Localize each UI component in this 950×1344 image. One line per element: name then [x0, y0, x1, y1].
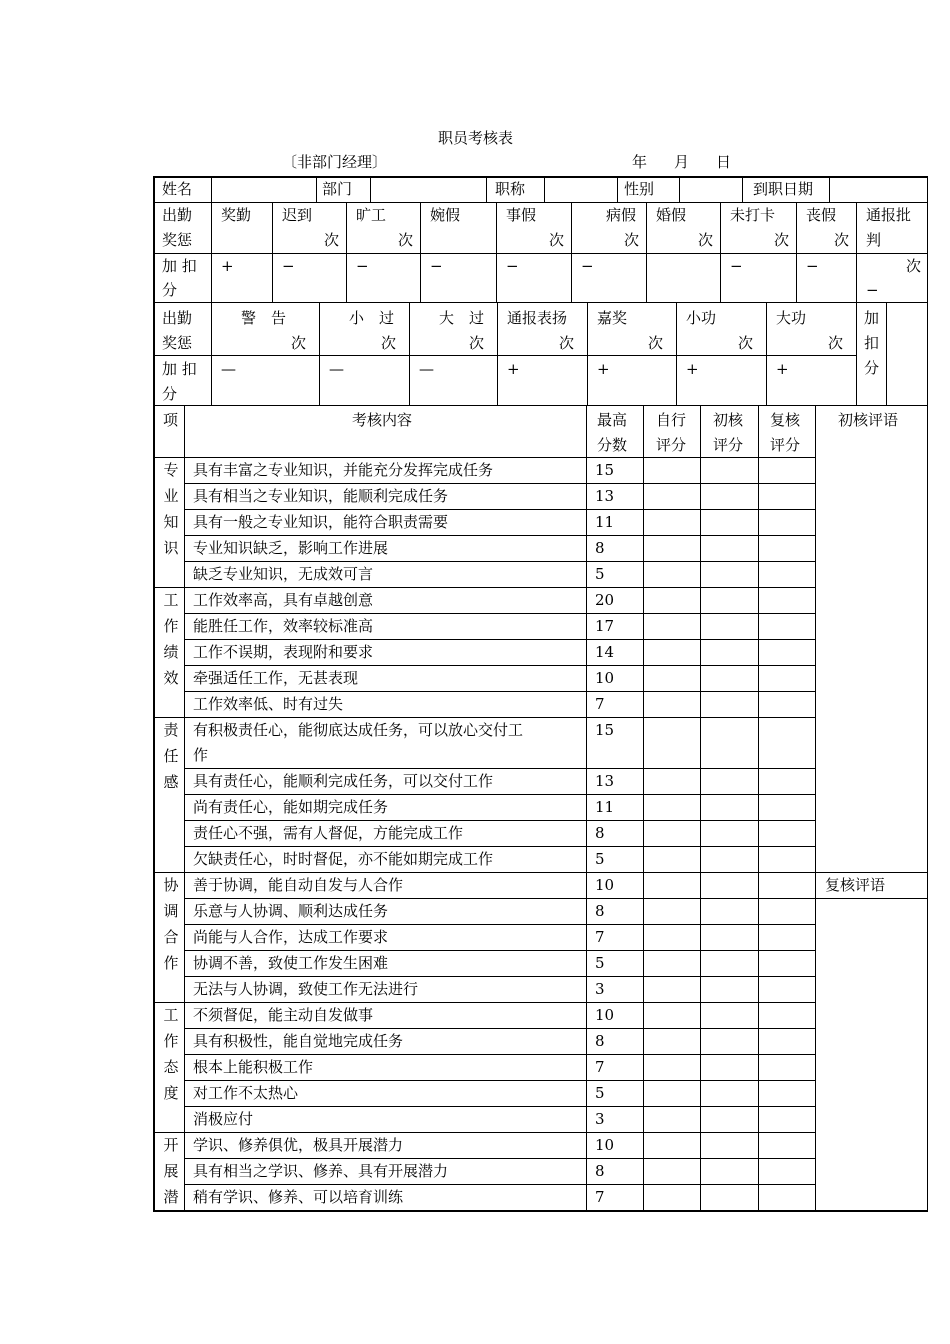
category-char: 业 [163, 487, 179, 505]
grid-vline [856, 202, 857, 302]
att2-last: 扣 [864, 334, 880, 352]
att2-item-unit: 次 [738, 334, 754, 352]
grid-hline [184, 1106, 815, 1107]
grid-vline [742, 177, 743, 202]
att1-item-label: 旷工 [356, 206, 387, 224]
grid-vline [700, 405, 701, 457]
max-score: 15 [595, 721, 615, 739]
criteria-text: 尚能与人合作，达成工作要求 [193, 928, 389, 946]
header-second-comment: 复核评语 [825, 876, 886, 894]
grid-vline [409, 302, 410, 405]
max-score: 11 [595, 798, 615, 816]
max-score: 10 [595, 1006, 615, 1024]
criteria-text: 根本上能积极工作 [193, 1058, 314, 1076]
att2-item-sign: + [686, 360, 699, 378]
header-second-1: 复核 [770, 411, 801, 429]
att1-item-unit: 次 [774, 231, 790, 249]
grid-vline [720, 202, 721, 302]
att2-item-label: 嘉奖 [597, 309, 628, 327]
category-char: 识 [163, 539, 179, 557]
att2-add-2: 分 [162, 385, 178, 403]
grid-vline [316, 177, 317, 202]
category-char: 工 [163, 591, 179, 609]
max-score: 17 [595, 617, 615, 635]
max-score: 3 [595, 1110, 605, 1128]
att2-item-label: 小功 [686, 309, 717, 327]
grid-vline [856, 302, 857, 405]
max-score: 3 [595, 980, 605, 998]
grid-vline [184, 405, 185, 457]
att1-item-sign: − [730, 257, 743, 275]
category-char: 责 [163, 721, 179, 739]
max-score: 13 [595, 772, 615, 790]
max-score: 7 [595, 1058, 605, 1076]
max-score: 7 [595, 695, 605, 713]
att2-header-2: 奖惩 [162, 334, 193, 352]
criteria-text: 学识、修养俱优，极具开展潜力 [193, 1136, 404, 1154]
grid-vline [497, 302, 498, 405]
header-content: 考核内容 [352, 411, 413, 429]
criteria-text: 不须督促，能主动自发做事 [193, 1006, 374, 1024]
criteria-text: 具有责任心，能顺利完成任务，可以交付工作 [193, 772, 494, 790]
max-score: 8 [595, 824, 605, 842]
grid-hline [153, 302, 928, 303]
att2-item-unit: 次 [381, 334, 397, 352]
max-score: 7 [595, 928, 605, 946]
grid-vline [829, 177, 830, 202]
grid-vline [758, 457, 759, 1210]
category-char: 调 [163, 902, 179, 920]
att2-item-unit: 次 [828, 334, 844, 352]
form-subtitle: 〔非部门经理〕 [282, 153, 388, 171]
max-score: 11 [595, 513, 615, 531]
att1-item-sign: − [356, 257, 369, 275]
att1-add-2: 分 [162, 281, 178, 299]
date-month: 月 [674, 153, 690, 171]
criteria-text: 工作效率低、时有过失 [193, 695, 344, 713]
att1-item-sign: + [221, 257, 234, 275]
date-year: 年 [632, 153, 648, 171]
att1-item-unit: 次 [698, 231, 714, 249]
grid-vline [766, 302, 767, 405]
label-position: 职称 [495, 180, 526, 198]
att2-item-label: 小 过 [349, 309, 395, 327]
att2-header-1: 出勤 [162, 309, 193, 327]
category-char: 度 [163, 1084, 179, 1102]
grid-vline [571, 202, 572, 302]
max-score: 5 [595, 565, 605, 583]
max-score: 8 [595, 539, 605, 557]
grid-vline [587, 302, 588, 405]
att1-item-label: 未打卡 [730, 206, 776, 224]
criteria-text: 无法与人协调，致使工作无法进行 [193, 980, 419, 998]
category-char: 合 [163, 928, 179, 946]
att1-item-sign: − [506, 257, 519, 275]
grid-hline [815, 898, 928, 899]
label-hire-date: 到职日期 [753, 180, 814, 198]
max-score: 7 [595, 1188, 605, 1206]
max-score: 10 [595, 1136, 615, 1154]
att1-item-label: 婉假 [430, 206, 461, 224]
criteria-text-cont: 作 [193, 746, 209, 764]
criteria-text: 责任心不强，需有人督促，方能完成工作 [193, 824, 464, 842]
label-gender: 性别 [624, 180, 655, 198]
att1-item-label: 通报批 [866, 206, 912, 224]
criteria-text: 欠缺责任心，时时督促，亦不能如期完成工作 [193, 850, 494, 868]
grid-vline [886, 302, 887, 405]
att1-item-unit: 次 [398, 231, 414, 249]
grid-vline [643, 457, 644, 1210]
date-day: 日 [716, 153, 732, 171]
header-second-2: 评分 [770, 436, 801, 454]
grid-hline [153, 1210, 184, 1211]
criteria-text: 具有一般之专业知识，能符合职责需要 [193, 513, 449, 531]
criteria-text: 具有丰富之专业知识，并能充分发挥完成任务 [193, 461, 494, 479]
category-char: 效 [163, 669, 179, 687]
header-first-comment: 初核评语 [838, 411, 899, 429]
criteria-text: 消极应付 [193, 1110, 254, 1128]
category-char: 工 [163, 1006, 179, 1024]
category-char: 知 [163, 513, 179, 531]
max-score: 5 [595, 954, 605, 972]
grid-vline [679, 177, 680, 202]
max-score: 5 [595, 1084, 605, 1102]
max-score: 10 [595, 876, 615, 894]
att2-item-sign: + [597, 360, 610, 378]
criteria-text: 缺乏专业知识，无成效可言 [193, 565, 374, 583]
att2-item-sign: + [776, 360, 789, 378]
grid-hline [153, 405, 928, 406]
category-char: 专 [163, 461, 179, 479]
grid-vline [643, 405, 644, 457]
att1-item-unit: 次 [906, 257, 922, 275]
header-first-1: 初核 [713, 411, 744, 429]
max-score: 5 [595, 850, 605, 868]
grid-vline [496, 202, 497, 302]
grid-vline [370, 177, 371, 202]
att2-item-unit: 次 [648, 334, 664, 352]
att1-item-label: 事假 [506, 206, 537, 224]
att2-item-sign: — [419, 360, 434, 378]
att1-item-unit: 次 [834, 231, 850, 249]
max-score: 8 [595, 1032, 605, 1050]
att2-item-sign: + [507, 360, 520, 378]
grid-vline [700, 457, 701, 1210]
criteria-text: 工作不误期，表现附和要求 [193, 643, 374, 661]
att1-item-sign: − [806, 257, 819, 275]
form-title: 职员考核表 [438, 129, 514, 147]
criteria-text: 牵强适任工作，无甚表现 [193, 669, 359, 687]
att1-item-label: 迟到 [282, 206, 313, 224]
max-score: 15 [595, 461, 615, 479]
header-self-2: 评分 [656, 436, 687, 454]
grid-vline [586, 405, 587, 457]
category-char: 作 [163, 617, 179, 635]
att1-item-label: 奖勤 [221, 206, 252, 224]
att1-item-unit: 次 [324, 231, 340, 249]
header-self-1: 自行 [656, 411, 687, 429]
att1-item-sign: − [581, 257, 594, 275]
max-score: 8 [595, 902, 605, 920]
max-score: 13 [595, 487, 615, 505]
criteria-text: 协调不善，致使工作发生困难 [193, 954, 389, 972]
att2-item-label: 大 过 [439, 309, 485, 327]
max-score: 14 [595, 643, 615, 661]
category-char: 绩 [163, 643, 179, 661]
att1-item-sign: − [430, 257, 443, 275]
att2-item-label: 通报表扬 [507, 309, 568, 327]
grid-vline [211, 302, 212, 405]
criteria-text: 具有积极性，能自觉地完成任务 [193, 1032, 404, 1050]
criteria-text: 善于协调，能自动自发与人合作 [193, 876, 404, 894]
grid-vline [272, 202, 273, 302]
criteria-text: 尚有责任心，能如期完成任务 [193, 798, 389, 816]
label-name: 姓名 [162, 180, 193, 198]
att1-item-unit: 次 [624, 231, 640, 249]
criteria-text: 对工作不太热心 [193, 1084, 299, 1102]
max-score: 8 [595, 1162, 605, 1180]
max-score: 10 [595, 669, 615, 687]
max-score: 20 [595, 591, 615, 609]
grid-vline [184, 457, 185, 1210]
att2-add-1: 加 扣 [162, 360, 197, 378]
att2-last: 加 [864, 309, 880, 327]
grid-vline [346, 202, 347, 302]
grid-vline [676, 302, 677, 405]
category-char: 潜 [163, 1188, 179, 1206]
att1-item-label: 丧假 [806, 206, 837, 224]
category-char: 开 [163, 1136, 179, 1154]
label-dept: 部门 [322, 180, 353, 198]
header-item: 项 [163, 411, 179, 429]
category-char: 态 [163, 1058, 179, 1076]
category-char: 作 [163, 954, 179, 972]
att1-header-1: 出勤 [162, 206, 193, 224]
category-char: 展 [163, 1162, 179, 1180]
criteria-text: 乐意与人协调、顺利达成任务 [193, 902, 389, 920]
att2-item-unit: 次 [469, 334, 485, 352]
att2-item-unit: 次 [291, 334, 307, 352]
criteria-text: 专业知识缺乏，影响工作进展 [193, 539, 389, 557]
grid-vline [544, 177, 545, 202]
att2-item-sign: — [329, 360, 344, 378]
grid-vline [796, 202, 797, 302]
att2-last: 分 [864, 359, 880, 377]
grid-vline [211, 202, 212, 302]
criteria-text: 有积极责任心，能彻底达成任务，可以放心交付工 [193, 721, 524, 739]
att2-item-unit: 次 [559, 334, 575, 352]
att1-item-label: 婚假 [656, 206, 687, 224]
category-char: 任 [163, 747, 179, 765]
att1-item-sign: − [866, 281, 879, 299]
att2-item-label: 警 告 [241, 309, 287, 327]
att1-header-2: 奖惩 [162, 231, 193, 249]
att1-add-1: 加 扣 [162, 257, 197, 275]
att1-item-label2: 判 [866, 231, 882, 249]
category-char: 协 [163, 876, 179, 894]
grid-vline [646, 202, 647, 302]
criteria-text: 工作效率高，具有卓越创意 [193, 591, 374, 609]
criteria-text: 能胜任工作，效率较标准高 [193, 617, 374, 635]
grid-hline [211, 253, 928, 254]
grid-vline [420, 202, 421, 302]
grid-vline [815, 405, 816, 1210]
grid-vline [586, 457, 587, 1210]
grid-vline [486, 177, 487, 202]
category-char: 作 [163, 1032, 179, 1050]
header-max-1: 最高 [597, 411, 628, 429]
att1-item-sign: − [282, 257, 295, 275]
att2-item-sign: — [221, 360, 236, 378]
grid-vline [319, 302, 320, 405]
grid-vline [211, 177, 212, 202]
grid-vline [758, 405, 759, 457]
grid-hline [211, 355, 856, 356]
category-char: 感 [163, 773, 179, 791]
att1-item-unit: 次 [549, 231, 565, 249]
criteria-text: 具有相当之专业知识，能顺利完成任务 [193, 487, 449, 505]
att1-item-label: 病假 [606, 206, 637, 224]
criteria-text: 具有相当之学识、修养、具有开展潜力 [193, 1162, 449, 1180]
header-first-2: 评分 [713, 436, 744, 454]
header-max-2: 分数 [597, 436, 628, 454]
criteria-text: 稍有学识、修养、可以培育训练 [193, 1188, 404, 1206]
att2-item-label: 大功 [776, 309, 807, 327]
grid-vline [617, 177, 618, 202]
